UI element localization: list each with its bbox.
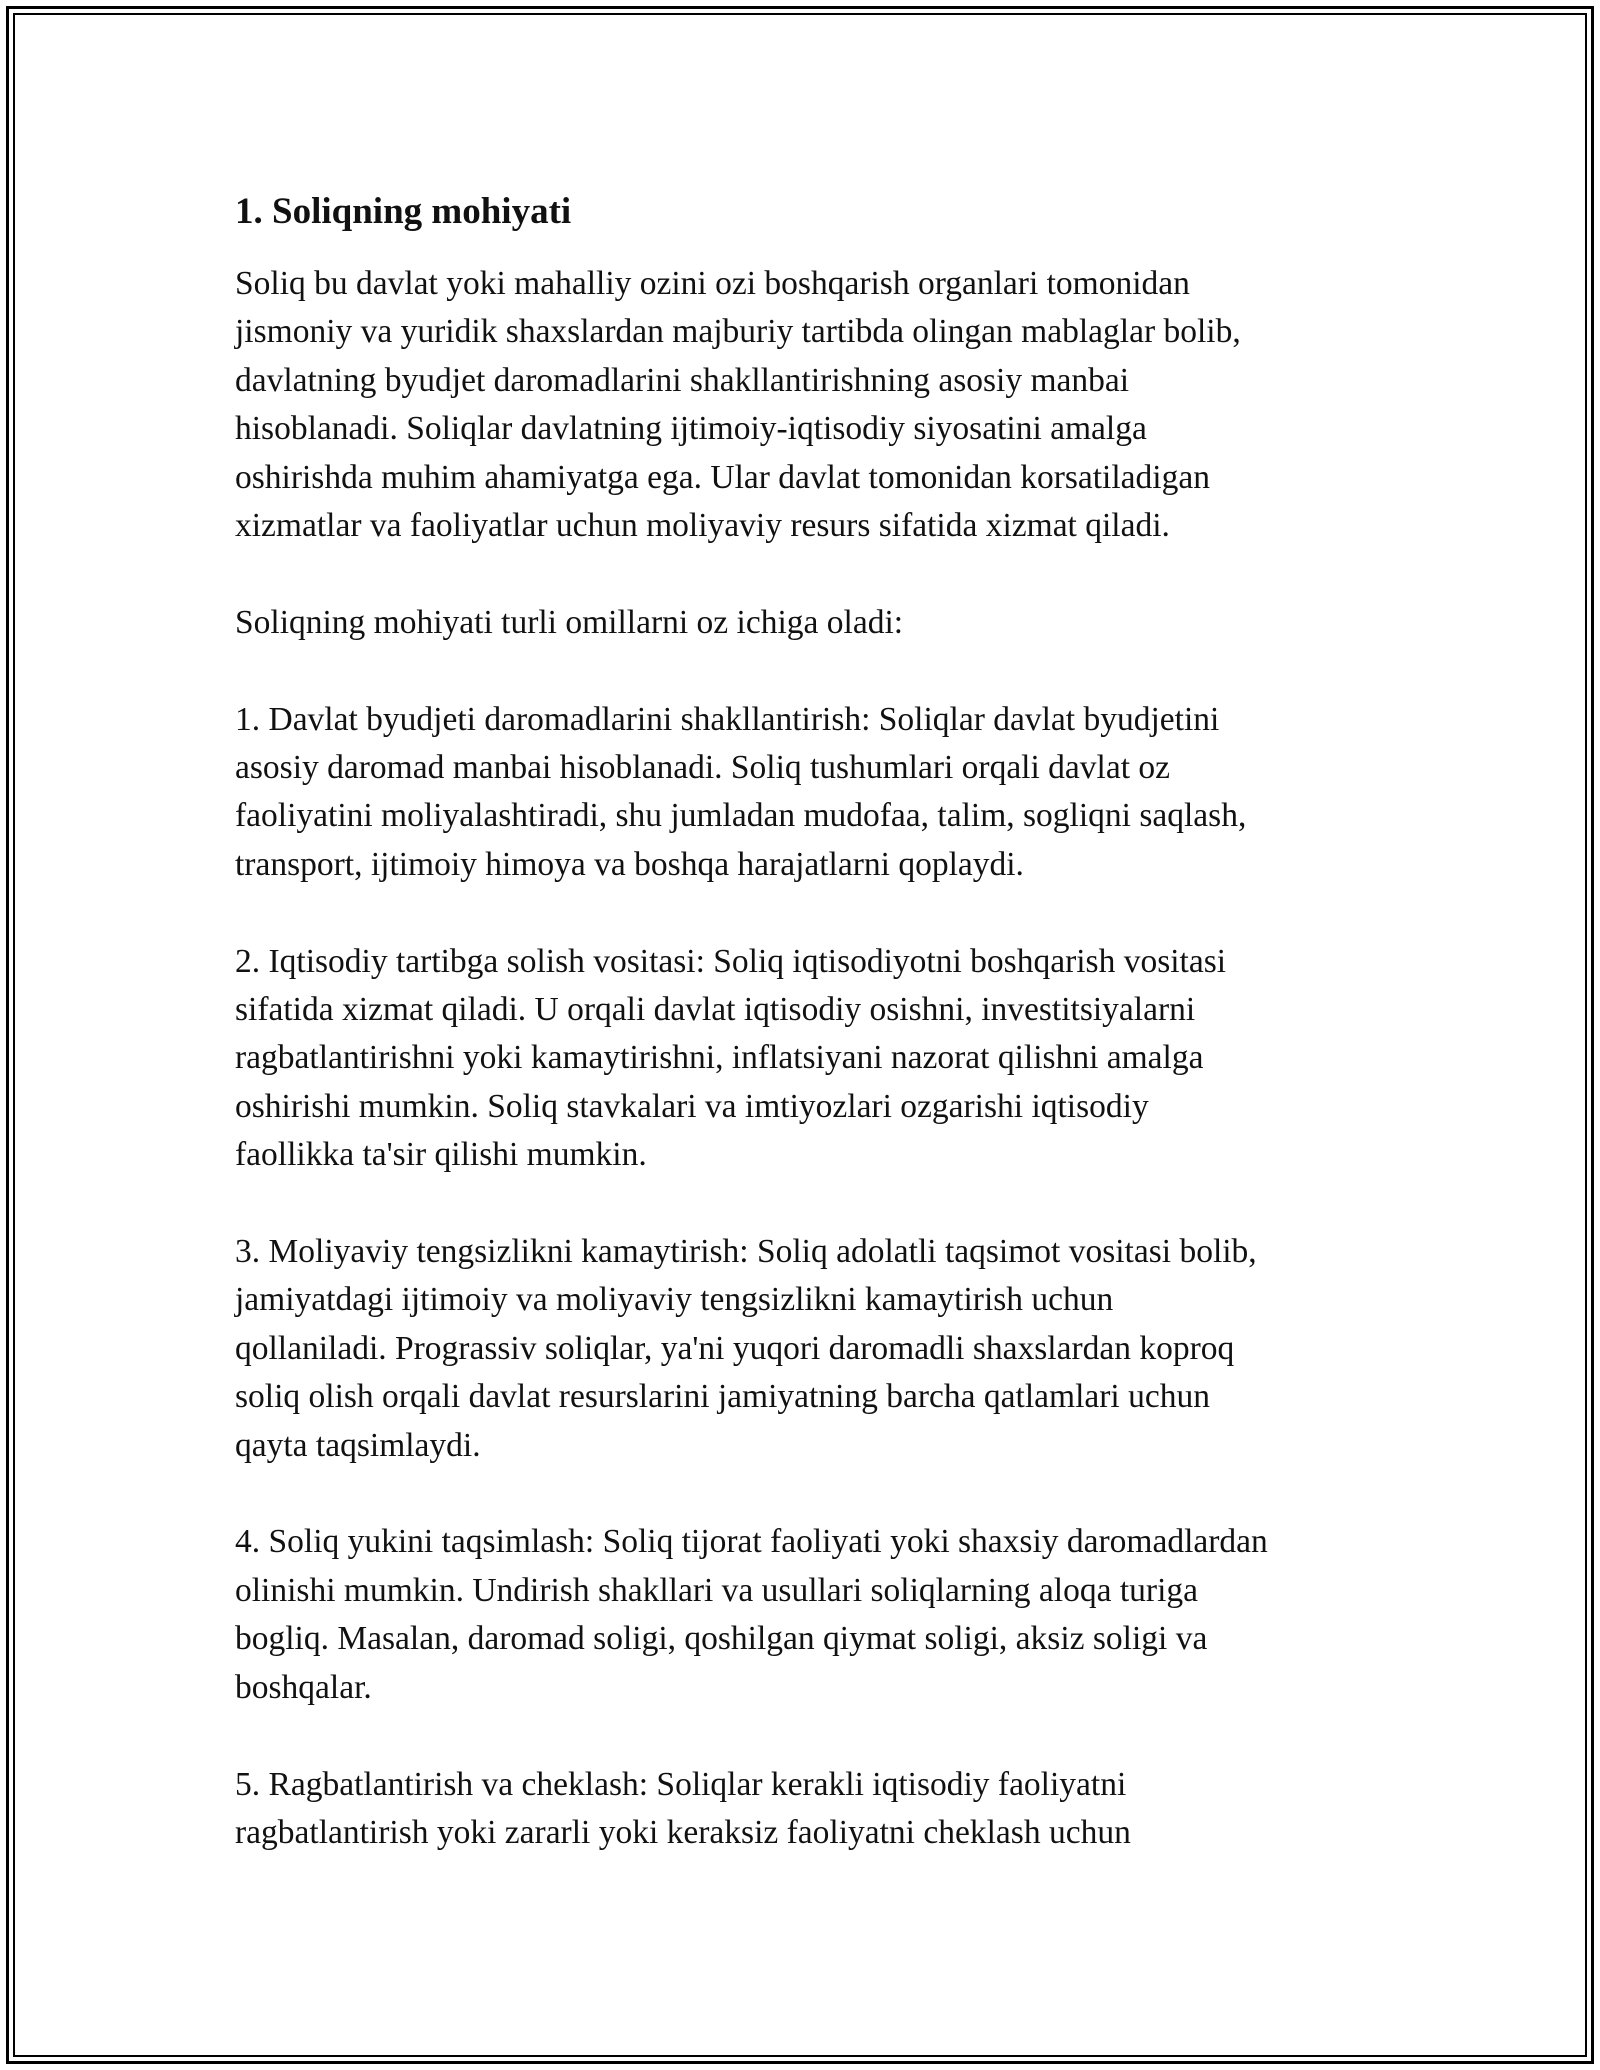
paragraph-point-2: 2. Iqtisodiy tartibga solish vositasi: Soliq iqtisodiyotni boshqarish vositasi sifatida xizmat qiladi. U orqali davlat iqtisodiy osishni, investitsiyalarni ragbatlantirishni yoki kamaytirishni, inflatsiyani nazorat qilishni amalga oshirishi mumkin. Soliq stavkalari va imtiyozlari ozgarishi iqtisodiy faollikka ta'sir qilishi mumkin. [235, 942, 1227, 1174]
document-body [235, 186, 1395, 1857]
document-title: 1. Soliqning mohiyati [235, 191, 572, 232]
paragraph-definition: Soliq bu davlat yoki mahalliy ozini ozi boshqarish organlari tomonidan jismoniy va yuridik shaxslardan majburiy tartibda olingan mablaglar bolib, davlatning byudjet daromadlarini shakllantirishning asosiy manbai hisoblanadi. Soliqlar davlatning ijtimoiy-iqtisodiy siyosatini amalga oshirishda muhim ahamiyatga ega. Ular davlat tomonidan korsatiladigan xizmatlar va faoliyatlar uchun moliyaviy resurs sifatida xizmat qiladi. [235, 265, 1241, 545]
paragraph-point-4: 4. Soliq yukini taqsimlash: Soliq tijorat faoliyati yoki shaxsiy daromadlardan olinishi mumkin. Undirish shakllari va usullari soliqlarning aloqa turiga bogliq. Masalan, daromad soligi, qoshilgan qiymat soligi, aksiz soligi va boshqalar. [235, 1523, 1268, 1706]
paragraph-intro: Soliqning mohiyati turli omillarni oz ichiga oladi: [235, 603, 904, 641]
paragraph-point-3: 3. Moliyaviy tengsizlikni kamaytirish: Soliq adolatli taqsimot vositasi bolib, jamiyatdagi ijtimoiy va moliyaviy tengsizlikni kamaytirish uchun qollaniladi. Prograssiv soliqlar, ya'ni yuqori daromadli shaxslardan koproq soliq olish orqali davlat resurslarini jamiyatning barcha qatlamlari uchun qayta taqsimlaydi. [235, 1233, 1257, 1464]
paragraph-point-5: 5. Ragbatlantirish va cheklash: Soliqlar kerakli iqtisodiy faoliyatni ragbatlantirish yoki zararli yoki keraksiz faoliyatni cheklash uchun [235, 1765, 1131, 1851]
paragraph-point-1: 1. Davlat byudjeti daromadlarini shakllantirish: Soliqlar davlat byudjetini asosiy daromad manbai hisoblanadi. Soliq tushumlari orqali davlat oz faoliyatini moliyalashtiradi, shu jumladan mudofaa, talim, sogliqni saqlash, transport, ijtimoiy himoya va boshqa harajatlarni qoplaydi. [235, 700, 1247, 883]
